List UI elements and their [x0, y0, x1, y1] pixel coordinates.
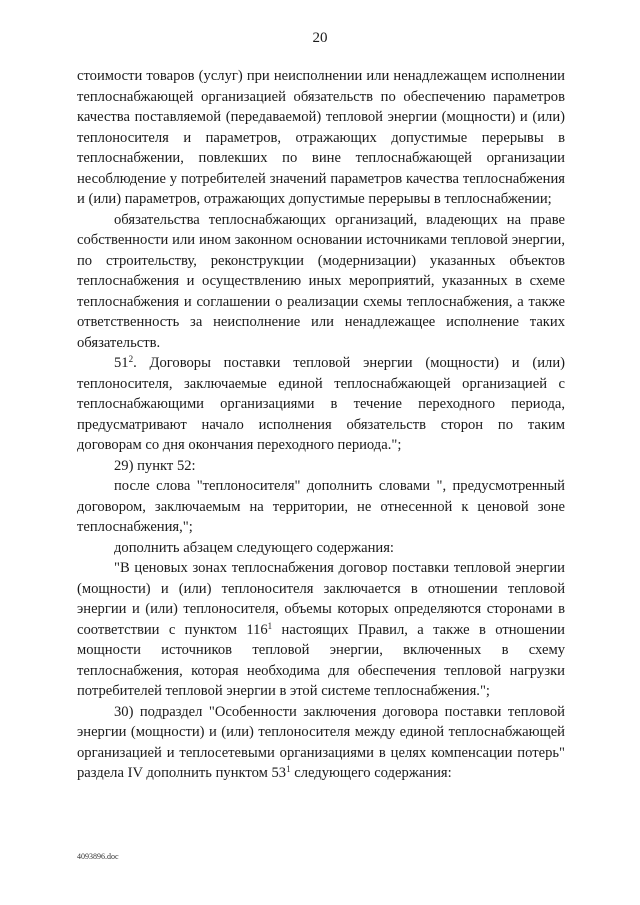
- superscript-1: 1: [267, 620, 273, 631]
- document-body: [77, 66, 565, 784]
- paragraph-obligations: обязательства теплоснабжающих организаций, владеющих на праве собственности или ином законном основании источниками тепловой энергии, по строительству, реконструкции (модернизации) указанных объектов теплоснабжения и осуществлению иных мероприятий, указанных в схеме теплоснабжения и соглашении о реализации схемы теплоснабжения, а также ответственность за неисполнение или ненадлежащее исполнение таких обязательств.: [77, 211, 565, 351]
- paragraph-item-30: 30) подраздел "Особенности заключения договора поставки тепловой энергии (мощности) и (или) теплоносителя между единой теплоснабжающей организацией и теплосетевыми организациями в целях компенсации потерь" раздела IV дополнить пунктом $53^1$ следующего содержания:: [77, 703, 565, 781]
- superscript-1: 1: [286, 764, 291, 774]
- paragraph-add-abzats: дополнить абзацем следующего содержания:: [114, 539, 394, 556]
- paragraph-amendment-words: после слова "теплоносителя" дополнить словами ", предусмотренный договором, заключаемым на территории, не отнесенной к ценовой зоне теплоснабжения,";: [77, 478, 565, 535]
- paragraph-penalties-continuation: стоимости товаров (услуг) при неисполнении или ненадлежащем исполнении теплоснабжающей организацией обязательств по обеспечению параметров качества поставляемой (передаваемой) тепловой энергии (мощности) и (или) теплоносителя и параметров, отражающих допустимые перерывы в теплоснабжении, повлекших по вине теплоснабжающей организации несоблюдение у потребителей значений параметров качества теплоснабжения и (или) параметров, отражающих допустимые перерывы в теплоснабжении;: [77, 68, 565, 207]
- paragraph-price-zones: "В ценовых зонах теплоснабжения договор поставки тепловой энергии (мощности) и (или) теплоносителя заключается в отношении тепловой энергии и (или) теплоносителя, объемы которых определяются сторонами в соответствии с пунктом $116^1$ настоящих Правил, а также в отношении мощности источников тепловой энергии, включенных в схему теплоснабжения, которая необходима для обеспечения тепловой нагрузки потребителей тепловой энергии в этой системе теплоснабжения.";: [77, 560, 565, 699]
- paragraph-item-29: 29) пункт 52:: [114, 457, 196, 474]
- document-file-code: 4093896.doc: [77, 852, 119, 861]
- paragraph-clause-51-2: $51^2$. Договоры поставки тепловой энергии (мощности) и (или) теплоносителя, заключаемые единой теплоснабжающей организацией с теплоснабжающими организациями в течение переходного периода, предусматривают начало исполнения обязательств сторон по таким договорам со дня окончания переходного периода.";: [77, 354, 565, 453]
- page-number: 20: [312, 30, 328, 46]
- superscript-2: 2: [128, 354, 134, 364]
